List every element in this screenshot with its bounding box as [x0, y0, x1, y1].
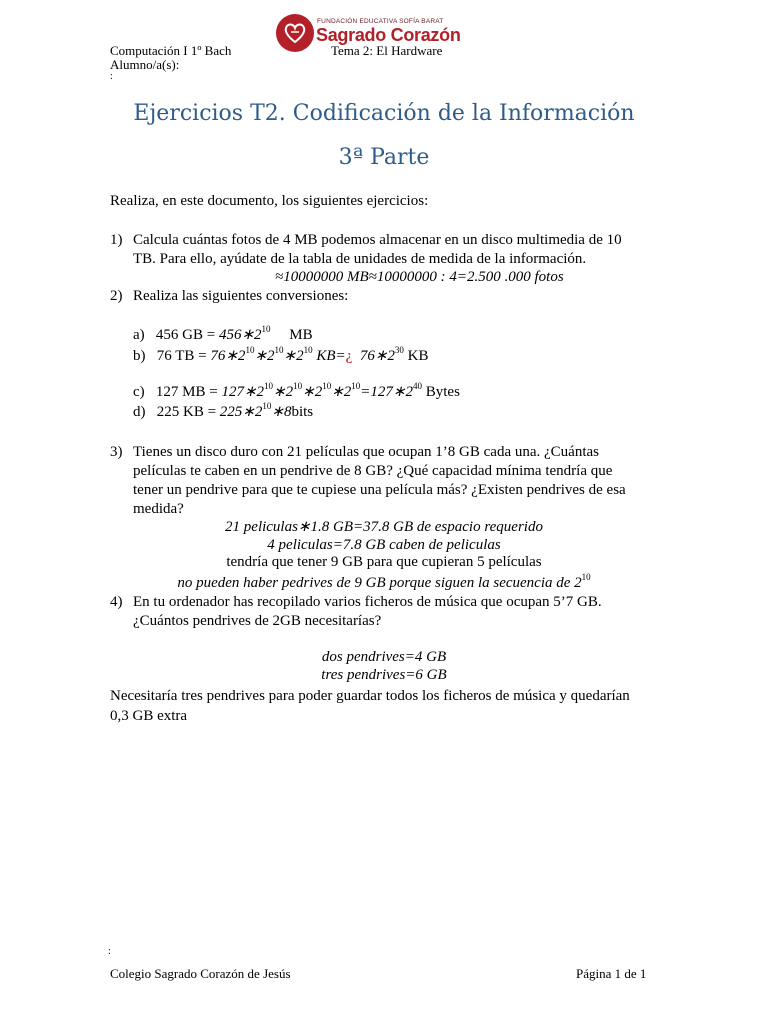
q4-line-1: En tu ordenador has recopilado varios ficheros de música que ocupan 5’7 GB.	[133, 594, 602, 610]
q2-b-exponent-4: 30	[394, 345, 404, 355]
q2-d-text: 225 KB =	[156, 404, 217, 420]
q2-b-math-2: ∗2	[254, 348, 275, 364]
q4-answer-2: tres pendrives=6 GB	[321, 667, 447, 683]
q2-b-exponent-1: 10	[245, 345, 255, 355]
heart-emblem-icon	[276, 14, 314, 52]
q3-line-3: tener un pendrive para que te cupiese una película más? ¿Existen pendrives de esa	[133, 482, 626, 498]
header-colon: :	[110, 71, 113, 82]
q2-b-exponent-2: 10	[274, 345, 284, 355]
q2-c-exponent-5: 40	[412, 381, 422, 391]
q3-line-4: medida?	[133, 501, 184, 517]
q2-b	[133, 347, 428, 367]
q2-d	[133, 403, 313, 423]
q2-a-exponent: 10	[261, 324, 271, 334]
q1-answer: ≈10000000 MB≈10000000 : 4=2.500 .000 fotos	[275, 269, 564, 285]
q2-b-math-3: ∗2	[283, 348, 304, 364]
header-course: Computación I 1º Bach	[110, 43, 232, 58]
q2-c-exponent-1: 10	[264, 381, 274, 391]
q3-answer-4-text: no pueden haber pedrives de 9 GB porque siguen la secuencia de 2	[177, 575, 582, 591]
q2-c-unit: Bytes	[425, 384, 460, 400]
footer-school: Colegio Sagrado Corazón de Jesús	[110, 966, 291, 981]
q2-b-math-4: 76∗2	[359, 348, 395, 364]
q2-c-label: c)	[133, 384, 145, 400]
q3-answer-3: tendría que tener 9 GB para que cupieran 5 películas	[226, 554, 542, 570]
q2-a-label: a)	[133, 327, 145, 343]
q2-c-exponent-3: 10	[322, 381, 332, 391]
q3-line-2: películas te caben en un pendrive de 8 GB? ¿Qué capacidad mínima tendría que	[133, 463, 613, 479]
q4-line-2: ¿Cuántos pendrives de 2GB necesitarías?	[133, 613, 382, 629]
q3-number: 3)	[110, 444, 123, 460]
page-title: Ejercicios T2. Codificación de la Información	[133, 101, 635, 126]
header-topic: Tema 2: El Hardware	[331, 43, 443, 58]
q2-b-kb: KB=	[316, 348, 346, 364]
q3-answer-4	[0, 574, 768, 594]
q4-answer-1: dos pendrives=4 GB	[321, 649, 447, 665]
q2-d-label: d)	[133, 404, 146, 420]
q2-c-math-4: ∗2	[331, 384, 352, 400]
q2-d-unit: bits	[291, 404, 314, 420]
q2-d-math-1: 225∗2	[219, 404, 263, 420]
q2-c-math-2: ∗2	[273, 384, 294, 400]
q2-a-unit: MB	[289, 327, 313, 343]
q1-number: 1)	[110, 232, 123, 248]
q2-b-text: 76 TB =	[156, 348, 207, 364]
logo-name-text: Sagrado Corazón	[316, 25, 461, 45]
q2-number: 2)	[110, 288, 123, 304]
q1-line-1: Calcula cuántas fotos de 4 MB podemos almacenar en un disco multimedia de 10	[133, 232, 622, 248]
q2-a-math: 456∗2	[218, 327, 262, 343]
q2-a	[133, 326, 313, 346]
q2-c	[133, 383, 460, 403]
q2-c-math-1: 127∗2	[221, 384, 265, 400]
page-subtitle: 3ª Parte	[338, 145, 430, 170]
footer-colon: :	[108, 946, 111, 957]
q4-number: 4)	[110, 594, 123, 610]
q3-line-1: Tienes un disco duro con 21 películas que ocupan 1’8 GB cada una. ¿Cuántas	[133, 444, 600, 460]
q2-b-exponent-3: 10	[303, 345, 313, 355]
school-logo	[276, 14, 461, 58]
q3-answer-4-exponent: 10	[581, 572, 591, 582]
q2-c-math-3: ∗2	[302, 384, 323, 400]
q3-answer-1: 21 peliculas∗1.8 GB=37.8 GB de espacio requerido	[225, 519, 543, 535]
q4-conclusion-1: Necesitaría tres pendrives para poder guardar todos los ficheros de música y quedarían	[110, 688, 630, 704]
q2-text: Realiza las siguientes conversiones:	[133, 288, 349, 304]
q1-line-2: TB. Para ello, ayúdate de la tabla de unidades de medida de la información.	[133, 251, 587, 267]
q2-b-label: b)	[133, 348, 146, 364]
q2-c-text: 127 MB =	[155, 384, 218, 400]
q2-a-text: 456 GB =	[155, 327, 216, 343]
q2-b-question-mark: ¿	[345, 348, 353, 364]
q2-b-unit: KB	[407, 348, 429, 364]
intro-text: Realiza, en este documento, los siguientes ejercicios:	[110, 193, 429, 209]
footer-page-number: Página 1 de 1	[576, 966, 647, 981]
q2-c-exponent-2: 10	[293, 381, 303, 391]
q2-c-math-5: =127∗2	[360, 384, 413, 400]
q2-d-math-2: ∗8	[271, 404, 292, 420]
logo-foundation-text: FUNDACIÓN EDUCATIVA SOFÍA BARAT	[317, 18, 444, 25]
header-student-label: Alumno/a(s):	[110, 57, 180, 72]
q2-c-exponent-4: 10	[351, 381, 361, 391]
q4-conclusion-2: 0,3 GB extra	[110, 708, 188, 724]
q2-d-exponent-1: 10	[262, 401, 272, 411]
q2-b-math-1: 76∗2	[210, 348, 246, 364]
q3-answer-2: 4 peliculas=7.8 GB caben de peliculas	[267, 537, 501, 553]
